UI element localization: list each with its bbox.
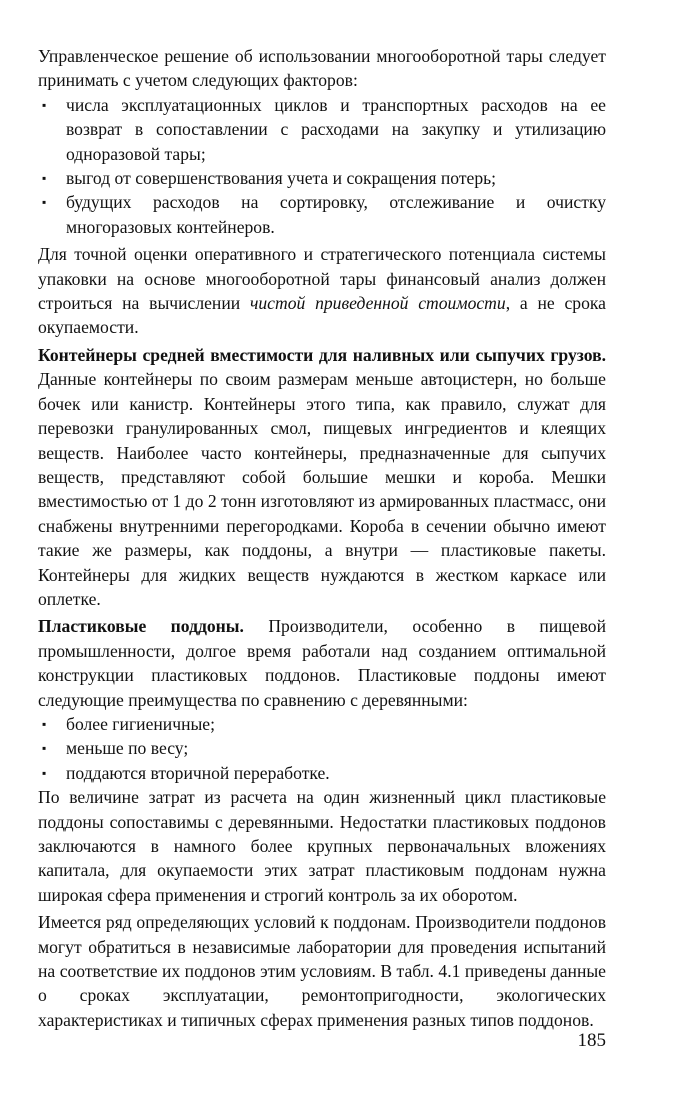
list-item: ▪ более гигиеничные; [38,712,606,736]
paragraph-conditions: Имеется ряд определяющих условий к поддонам. Производители поддонов могут обратиться в независимые лаборатории для проведения испытаний на соответствие их поддонов этим условиям. В табл. 4.1 приведены данные о сроках эксплуатации, ремонтопригодности, экологических характеристиках и типичных сферах применения разных типов поддонов. [38,912,606,1030]
paragraph-costs: По величине затрат из расчета на один жизненный цикл пластиковые поддоны сопоставимы с деревянными. Недостатки пластиковых поддонов заключаются в намного более крупных первоначальных вложениях капитала, для окупаемости этих затрат пластиковым поддонам нужна широкая сфера применения и строгий контроль за их оборотом. [38,787,606,905]
bullet-icon: ▪ [42,741,47,756]
list-item: ▪ меньше по весу; [38,736,606,760]
paragraph-ibc: Контейнеры средней вместимости для наливных или сыпучих грузов. Данные контейнеры по своим размерам меньше автоцистерн, но больше бочек или канистр. Контейнеры этого типа, как правило, служат для перевозки гранулированных смол, пищевых ингредиентов и клеящих веществ. Наиболее часто контейнеры, предназначенные для сыпучих веществ, представляют собой большие мешки и короба. Мешки вместимостью от 1 до 2 тонн изготовляют из армированных пластмасс, они снабжены внутренними перегородками. Короба в сечении обычно имеют такие же размеры, как поддоны, а внутри — пластиковые пакеты. Контейнеры для жидких веществ нуждаются в жестком каркасе или оплетке. [38,344,606,609]
bullet-icon: ▪ [42,716,47,731]
paragraph-plastic-pallets: Пластиковые поддоны. Производители, особенно в пищевой промышленности, долгое время работали над созданием оптимальной конструкции пластиковых поддонов. Пластиковые поддоны имеют следующие преимущества по сравнению с деревянными: [38,616,606,710]
italic-term: чистой приведенной стоимости [249,293,506,314]
list-item: ▪ выгод от совершенствования учета и сокращения потерь; [38,166,606,190]
bullet-icon: ▪ [42,765,47,780]
bullet-icon: ▪ [42,97,47,112]
advantages-list [38,712,606,785]
bullet-icon: ▪ [42,171,47,186]
list-item: ▪ числа эксплуатационных циклов и транспортных расходов на ее возврат в сопоставлении с расходами на закупку и утилизацию одноразовой тары; [42,94,606,164]
page-number: 185 [577,1030,606,1051]
page-body [38,44,606,1032]
paragraph-intro: Управленческое решение об использовании многооборотной тары следует принимать с учетом следующих факторов: [38,46,606,91]
list-item: ▪ будущих расходов на сортировку, отслеживание и очистку многоразовых контейнеров. [42,192,606,237]
bullet-icon: ▪ [42,195,47,210]
paragraph-npv: Для точной оценки оперативного и стратегического потенциала системы упаковки на основе многооборотной тары финансовый анализ должен строиться на вычислении чистой приведенной стоимости, а не срока окупаемости. [38,244,606,338]
list-item: ▪ поддаются вторичной переработке. [38,761,606,785]
section-heading-pallets: Пластиковые поддоны. [38,616,244,637]
factors-list [38,93,606,239]
section-heading-ibc: Контейнеры средней вместимости для наливных или сыпучих грузов. [38,344,606,365]
